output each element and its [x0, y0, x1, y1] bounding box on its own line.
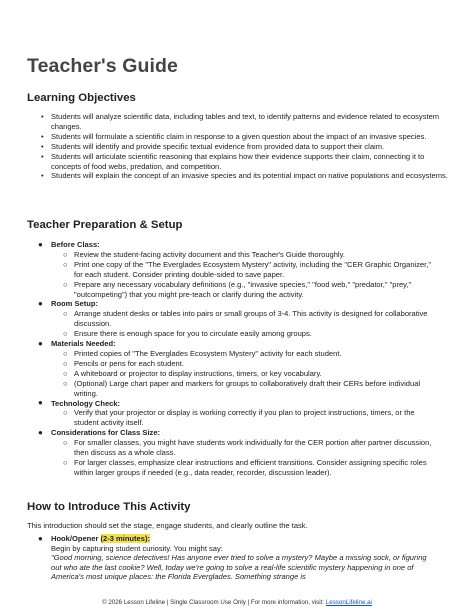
- circle-bullet-icon: ○: [63, 438, 68, 448]
- list-item: ○ Verify that your projector or display is working correctly if you plan to project instructions, timers, or the student activity itself.: [63, 408, 415, 428]
- circle-bullet-icon: ○: [63, 378, 68, 388]
- list-item: ○ (Optional) Large chart paper and markers for groups to collaboratively draft their CERs before individual writing.: [63, 378, 421, 398]
- prep-section-room-setup: [0, 299, 474, 339]
- hook-body: [0, 544, 474, 582]
- prep-section-technology: [0, 399, 474, 429]
- bullet-icon: •: [41, 171, 44, 181]
- circle-bullet-icon: ○: [63, 408, 68, 418]
- bullet-icon: •: [41, 131, 44, 141]
- prep-section-materials: [0, 339, 474, 398]
- page-footer: [0, 599, 474, 606]
- section-label: Room Setup:: [51, 299, 98, 309]
- bullet-icon: •: [41, 141, 44, 151]
- list-item: ○ Print one copy of the "The Everglades Ecosystem Mystery" activity, including the "CER Graphic Organizer," for each student. Consider printing double-sided to save paper.: [63, 259, 432, 279]
- footer-text: © 2026 Lesson Lifeline | Single Classroom Use Only | For more information, visit:: [102, 599, 325, 606]
- bullet-icon: ●: [38, 427, 43, 437]
- bullet-icon: ●: [38, 533, 43, 543]
- list-item: ○ Prepare any necessary vocabulary definitions (e.g., "invasive species," "food web," "predator," "prey," "outcompeting") that you might pre-teach or clarify during the activity.: [63, 279, 412, 299]
- circle-bullet-icon: ○: [63, 368, 68, 378]
- hook-time-highlight: (2-3 minutes):: [100, 534, 150, 543]
- teacher-preparation-heading: Teacher Preparation & Setup: [27, 219, 183, 231]
- list-item: ○ For larger classes, emphasize clear instructions and efficient transitions. Consider assigning specific roles within larger groups if needed (e.g., data reader, recorder, discussion leader).: [63, 457, 427, 477]
- section-label: Materials Needed:: [51, 339, 116, 349]
- prep-section-before-class: [0, 240, 474, 299]
- list-item: ○ Review the student-facing activity document and this Teacher's Guide thoroughly.: [63, 249, 345, 259]
- bullet-icon: ●: [38, 298, 43, 308]
- circle-bullet-icon: ○: [63, 309, 68, 319]
- objective-item: • Students will analyze scientific data, including tables and text, to identify patterns and evidence related to ecosystem changes.: [41, 112, 440, 131]
- objective-item: • Students will explain the concept of an invasive species and its potential impact on native populations and ecosystems.: [41, 171, 448, 181]
- list-item: ○ Ensure there is enough space for you to circulate easily among groups.: [63, 329, 312, 339]
- bullet-icon: ●: [38, 239, 43, 249]
- list-item: ○ Arrange student desks or tables into pairs or small groups of 3-4. This activity is designed for collaborative discussion.: [63, 309, 428, 329]
- hook-opener-item: [0, 534, 474, 582]
- intro-paragraph: This introduction should set the stage, engage students, and clearly outline the task.: [27, 521, 308, 530]
- circle-bullet-icon: ○: [63, 259, 68, 269]
- section-label: Considerations for Class Size:: [51, 428, 161, 438]
- preparation-list: [0, 240, 474, 478]
- prep-section-class-size: [0, 428, 474, 478]
- hook-label: Hook/Opener: [51, 534, 99, 543]
- list-item: ○ Printed copies of "The Everglades Ecosystem Mystery" activity for each student.: [63, 348, 342, 358]
- hook-lead: Begin by capturing student curiosity. You might say:: [51, 543, 223, 553]
- circle-bullet-icon: ○: [63, 279, 68, 289]
- learning-objectives-heading: Learning Objectives: [27, 92, 136, 104]
- circle-bullet-icon: ○: [63, 249, 68, 259]
- page-title: Teacher's Guide: [27, 55, 178, 77]
- bullet-icon: •: [41, 151, 44, 161]
- objective-item: • Students will identify and provide specific textual evidence from provided data to support their claim.: [41, 141, 385, 151]
- list-item: ○ For smaller classes, you might have students work individually for the CER portion after partner discussion, then discuss as a whole class.: [63, 438, 432, 458]
- section-label: Before Class:: [51, 240, 100, 249]
- how-to-introduce-heading: How to Introduce This Activity: [27, 501, 191, 513]
- bullet-icon: ●: [38, 338, 43, 348]
- circle-bullet-icon: ○: [63, 457, 68, 467]
- circle-bullet-icon: ○: [63, 348, 68, 358]
- circle-bullet-icon: ○: [63, 358, 68, 368]
- list-item: ○ A whiteboard or projector to display instructions, timers, or key vocabulary.: [63, 368, 322, 378]
- objective-item: • Students will formulate a scientific claim in response to a given question about the impact of an invasive species.: [41, 131, 427, 141]
- objectives-list: [0, 112, 474, 181]
- list-item: ○ Pencils or pens for each student.: [63, 358, 184, 368]
- objective-item: • Students will articulate scientific reasoning that explains how their evidence supports their claim, connecting it to concepts of food webs, predation, and competition.: [41, 151, 425, 171]
- section-label: Technology Check:: [51, 398, 121, 408]
- hook-quote: "Good morning, science detectives! Has anyone ever tried to solve a mystery? Maybe a missing sock, or figuring out who ate the last cookie? Well, today we're going to solve a real-life scientific mystery happening in one of America's most unique places: the Florida Everglades. Something strange is: [51, 553, 427, 582]
- footer-link[interactable]: LessonLifeline.ai: [325, 599, 372, 606]
- bullet-icon: ●: [38, 398, 43, 407]
- circle-bullet-icon: ○: [63, 329, 68, 339]
- bullet-icon: •: [41, 112, 44, 121]
